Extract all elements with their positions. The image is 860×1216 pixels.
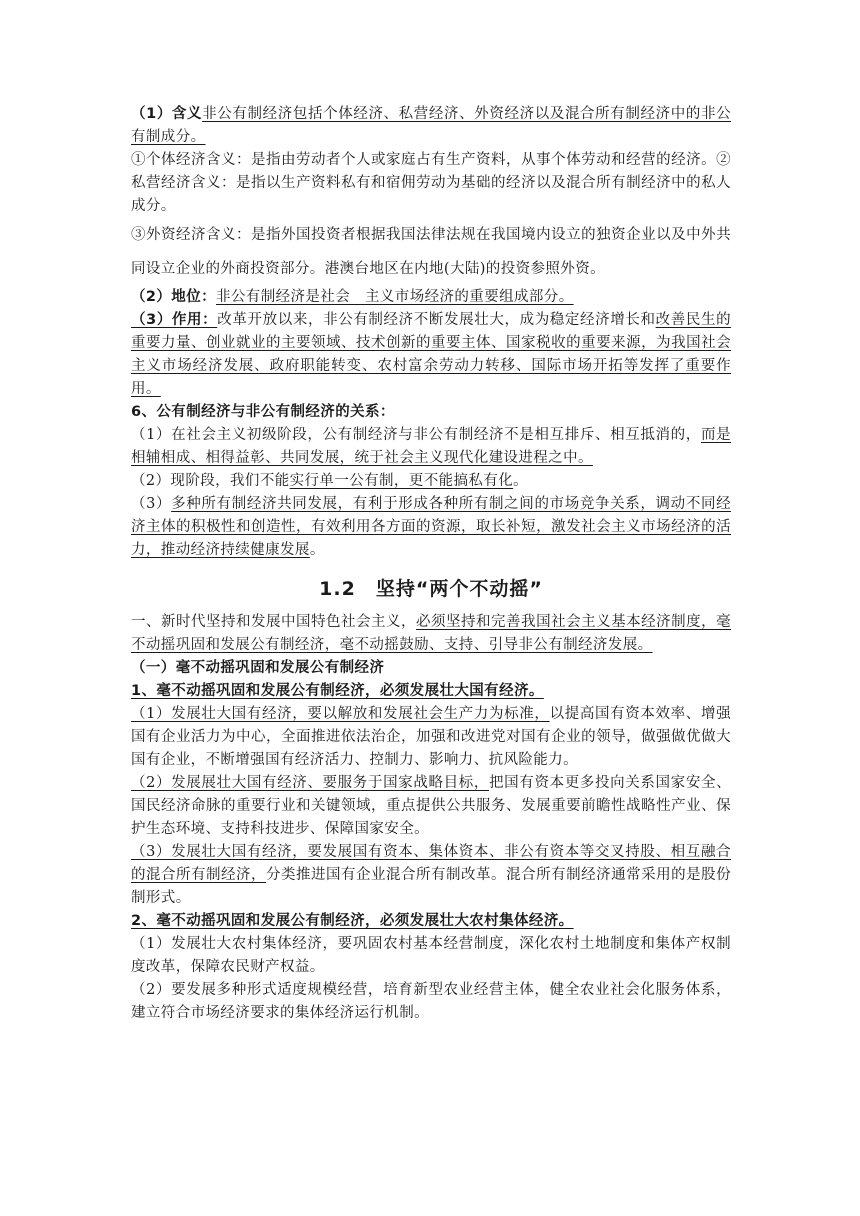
relation-p1-underlined: 而是相辅相成、相得益彰、共同发展，统于社会主义现代化建设进程之中。 [131, 427, 731, 466]
sub1-p3-underlined: （3）发展壮大国有经济，要发展国有资本、集体资本、非公有资本等交叉持股、相互融合的混合所有制经济， [131, 844, 731, 883]
section-heading: 1.2 坚持“两个不动摇” [319, 578, 543, 600]
meaning-paragraph [131, 103, 731, 149]
relation-p2-end: 。 [513, 473, 529, 489]
part1-sub1-p1 [131, 703, 731, 772]
status-paragraph [131, 286, 731, 309]
meaning-label: （1）含义 [131, 106, 203, 122]
intro-paragraph [131, 611, 731, 657]
meaning-text: 非公有制经济包括个体经济、私营经济、外资经济以及混合所有制经济中的非公有制成分。 [131, 106, 731, 145]
intro-underlined: 必须坚持和完善我国社会主义基本经济制度，毫不动摇巩固和发展公有制经济，毫不动摇鼓励、支持、引导非公有制经济发展。 [131, 614, 731, 653]
sub1-p2-plain: 把国有资本更多投向关系国家安全、国民经济命脉的重要行业和关键领域，重点提供公共服务、发展重要前瞻性战略性产业、保护生态环境、支持科技进步、保障国家安全。 [131, 775, 731, 837]
relation-p2 [131, 470, 731, 493]
relation-p3 [131, 493, 731, 562]
relation-p1 [131, 424, 731, 470]
role-text-plain: 改革开放以来，非公有制经济不断发展壮大，成为稳定经济增长和 [217, 312, 656, 328]
part1-sub1-title: 1、毫不动摇巩固和发展公有制经济，必须发展壮大国有经济。 [131, 683, 544, 699]
document-page [131, 103, 731, 1025]
sub1-p3-plain: 分类推进国有企业混合所有制改革。混合所有制经济通常采用的是股份制形式。 [131, 867, 731, 906]
sub1-p2-underlined: （2）发展展壮大国有经济、要服务于国家战略目标， [131, 775, 490, 791]
status-label: （2）地位： [131, 289, 216, 305]
part1-title: （一）毫不动摇巩固和发展公有制经济 [131, 660, 385, 676]
sub1-p1-underlined: （1）发展壮大国有经济，要以解放和发展社会生产力为标准， [131, 706, 550, 722]
role-label: （3）作用： [131, 312, 218, 328]
relation-p3-end: 。 [309, 542, 325, 558]
part1-sub1-p2 [131, 772, 731, 841]
intro-plain: 一、新时代坚持和发展中国特色社会主义， [131, 614, 417, 630]
part1-sub2-p1: （1）发展壮大农村集体经济，要巩固农村基本经营制度，深化农村土地制度和集体产权制度改革，保障农民财产权益。 [131, 936, 731, 975]
part1-sub2-p2: （2）要发展多种形式适度规模经营，培育新型农业经营主体，健全农业社会化服务体系，建立符合市场经济要求的集体经济运行机制。 [131, 982, 731, 1021]
status-text: 非公有制经济是社会 主义市场经济的重要组成部分。 [216, 289, 574, 305]
role-text-underlined: 改善民生的重要力量、创业就业的主要领域、技术创新的重要主体、国家税收的重要来源，为我国社会主义市场经济发展、政府职能转变、农村富余劳动力转移、国际市场开拓等发挥了重要作用。 [131, 312, 731, 397]
relation-p3-underlined: 多种所有制经济共同发展，有利于形成各种所有制之间的市场竞争关系，调动不同经济主体的积极性和创造性，有效利用各方面的资源，取长补短，激发社会主义市场经济的活力，推动经济持续健康发展 [131, 496, 731, 558]
part1-sub1-p3 [131, 841, 731, 910]
role-paragraph [131, 309, 731, 401]
relation-title: 6、公有制经济与非公有制经济的关系： [131, 404, 395, 420]
relation-p2-plain: （2）现阶段，我们不能 [131, 473, 290, 489]
relation-p1-plain: （1）在社会主义初级阶段，公有制经济与非公有制经济不是相互排斥、相互抵消的， [131, 427, 701, 443]
part1-sub2-title: 2、毫不动摇巩固和发展公有制经济，必须发展壮大农村集体经济。 [131, 913, 574, 929]
foreign-capital-paragraph: ③外资经济含义：是指外国投资者根据我国法律法规在我国境内设立的独资企业以及中外共同设立企业的外商投资部分。港澳台地区在内地(大陆)的投资参照外资。 [131, 227, 731, 277]
individual-private-paragraph: ①个体经济含义：是指由劳动者个人或家庭占有生产资料，从事个体劳动和经营的经济。②私营经济含义：是指以生产资料私有和宿佣劳动为基础的经济以及混合所有制经济中的私人成分。 [131, 152, 731, 214]
relation-p3-plain: （3） [131, 496, 172, 512]
relation-p2-underlined: 实行单一公有制，更不能搞私有化 [289, 473, 514, 489]
sub1-p1-plain: 以提高国有资本效率、增强国有企业活力为中心，全面推进依法治企，加强和改进党对国有企业的领导，做强做优做大国有企业，不断增强国有经济活力、控制力、影响力、抗风险能力。 [131, 706, 731, 768]
